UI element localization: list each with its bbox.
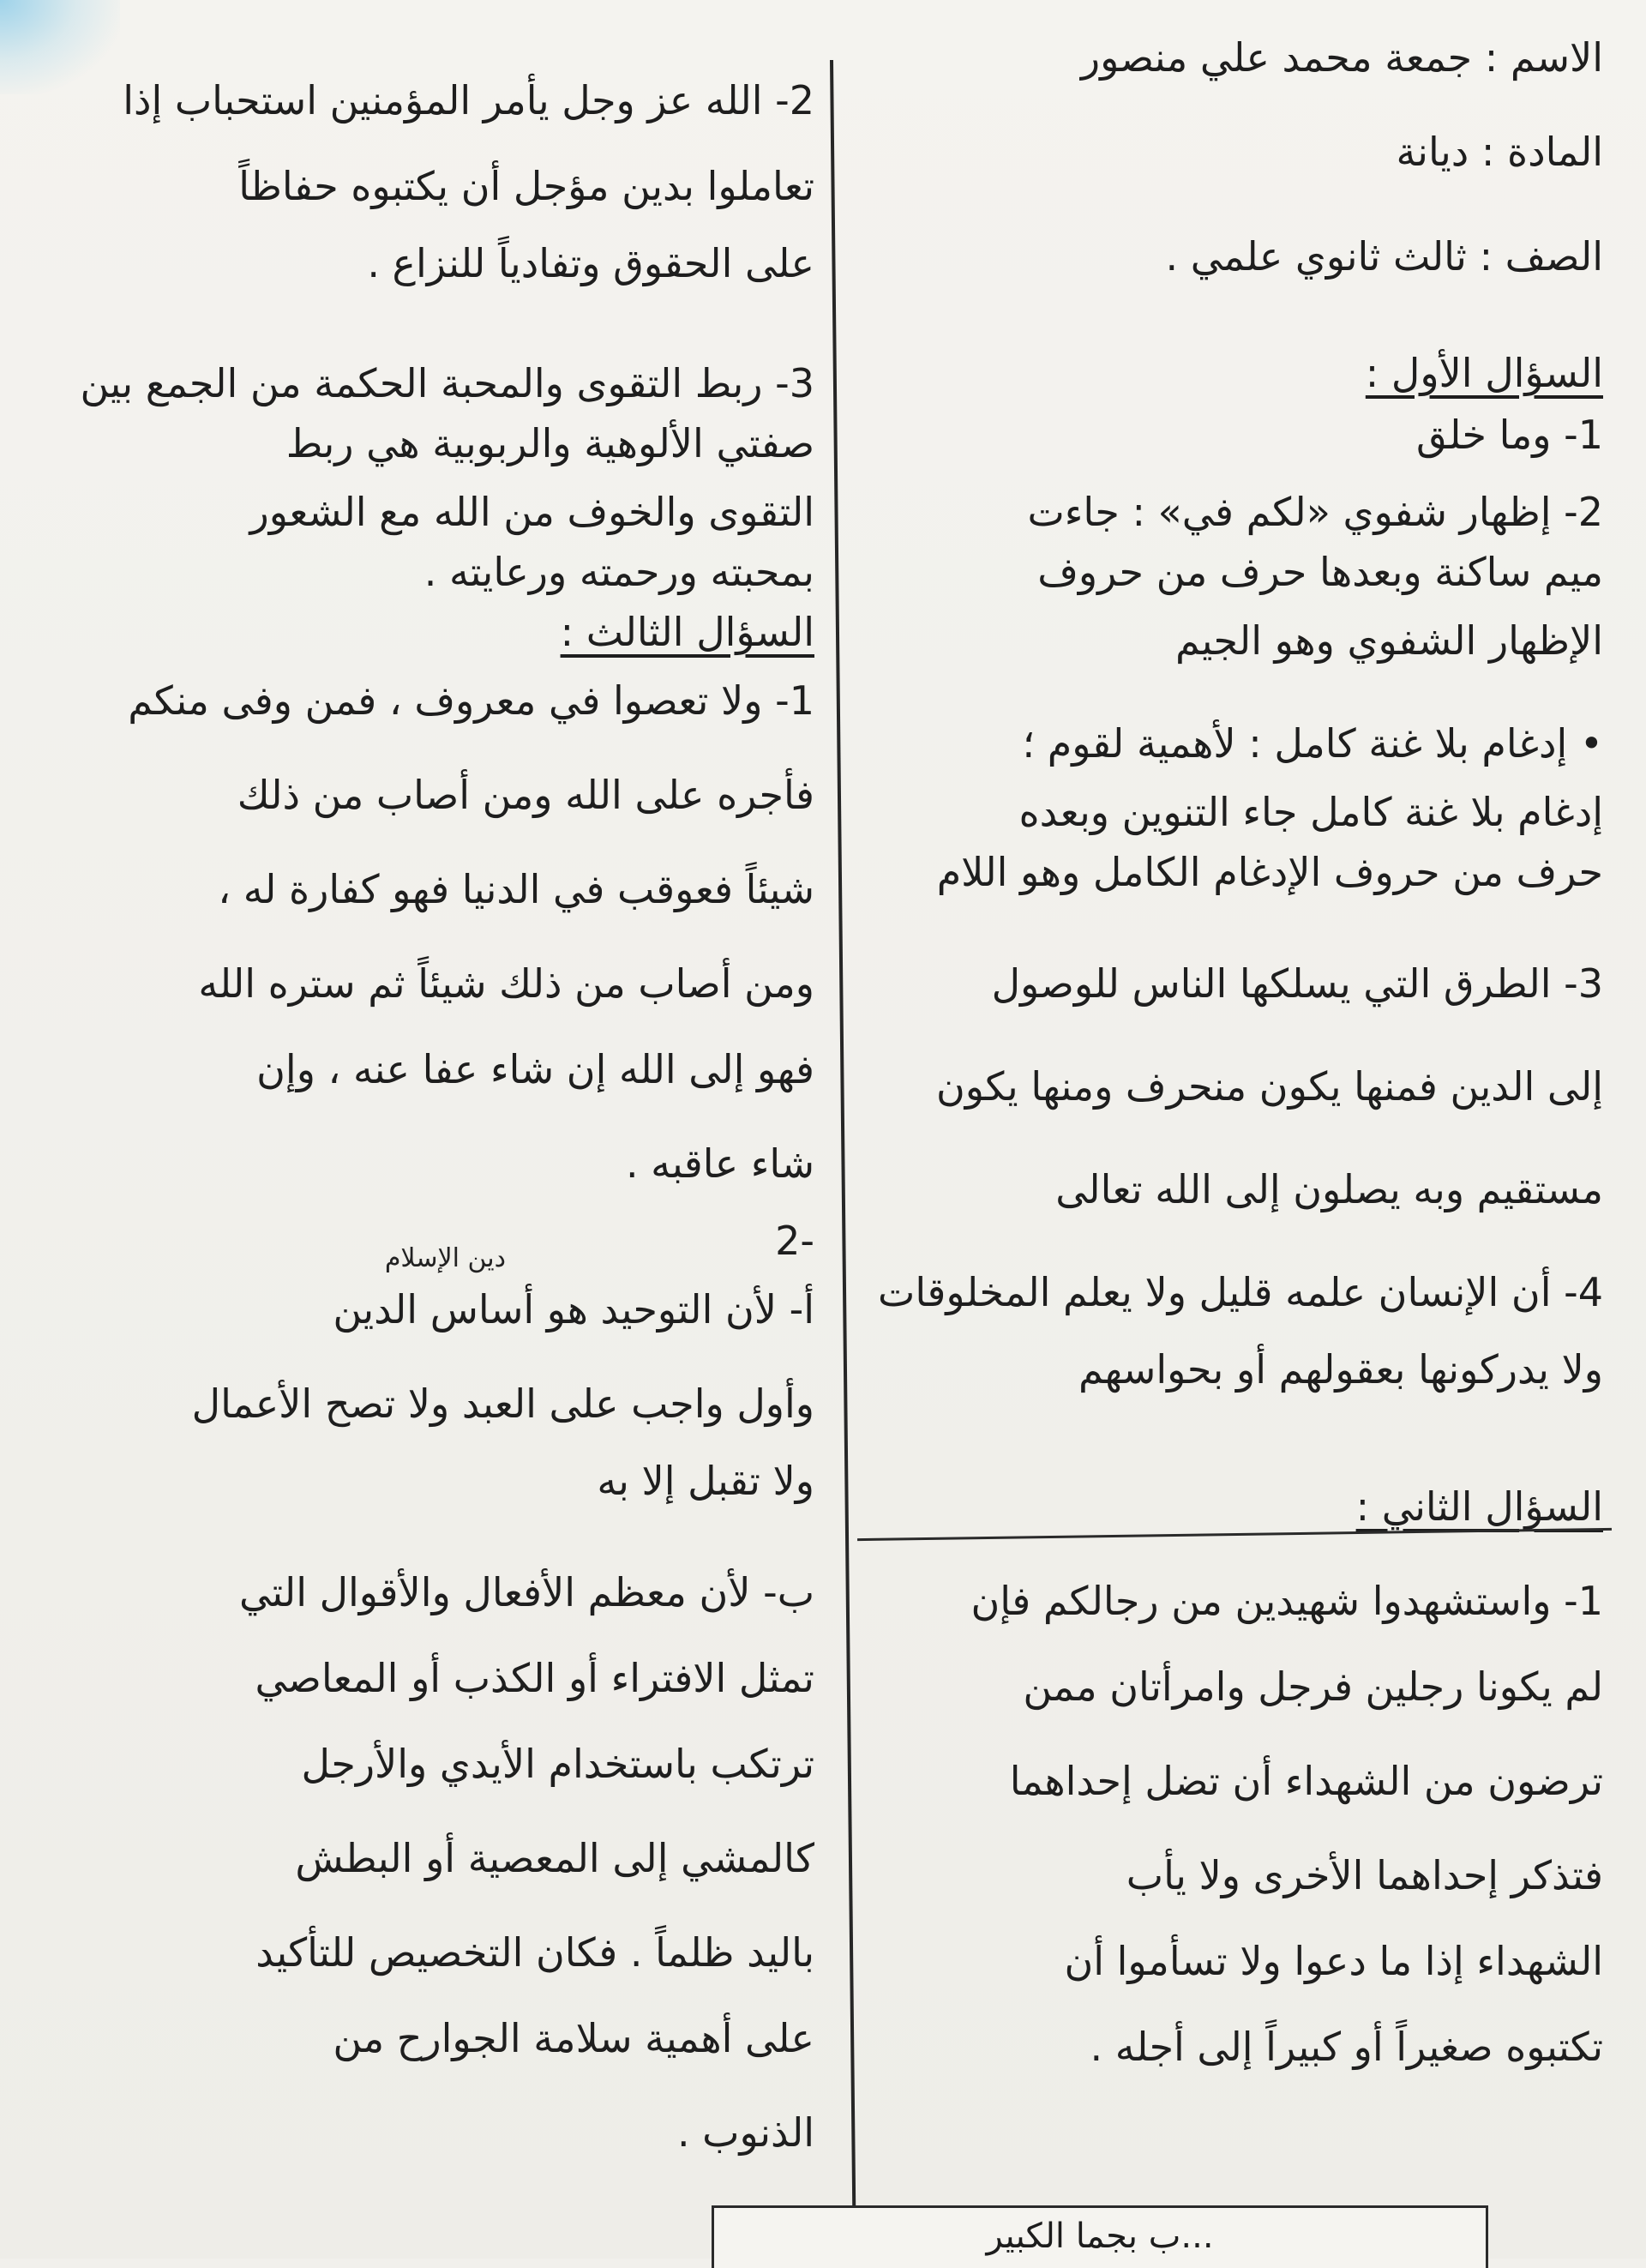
q3-2-margin-note: دين الإسلام xyxy=(384,1243,506,1273)
q2-line: تكتبوه صغيراً أو كبيراً إلى أجله . xyxy=(1090,2024,1603,2070)
q3-line: ومن أصاب من ذلك شيئاً ثم ستره الله xyxy=(198,960,814,1007)
q2-cont-line: تعاملوا بدين مؤجل أن يكتبوه حفاظاً xyxy=(238,163,814,209)
q2-cont-line: التقوى والخوف من الله مع الشعور xyxy=(249,489,814,535)
q2-line: ترضون من الشهداء أن تضل إحداهما xyxy=(1009,1758,1603,1804)
q2-cont-line: صفتي الألوهية والربوبية هي ربط xyxy=(285,420,814,466)
q3-line: فهو إلى الله إن شاء عفا عنه ، وإن xyxy=(256,1046,814,1092)
q3-line: 1- ولا تعصوا في معروف ، فمن وفى منكم xyxy=(128,677,814,724)
q1-line: إلى الدين فمنها يكون منحرف ومنها يكون xyxy=(935,1063,1603,1110)
q1-line: 3- الطرق التي يسلكها الناس للوصول xyxy=(991,960,1603,1007)
q1-line: إدغام بلا غنة كامل جاء التنوين وبعده xyxy=(1018,789,1603,835)
q2-cont-line: 2- الله عز وجل يأمر المؤمنين استحباب إذا xyxy=(123,77,814,123)
q3-2b-line: باليد ظلماً . فكان التخصيص للتأكيد xyxy=(255,1929,814,1976)
question-1-title: السؤال الأول : xyxy=(1365,350,1603,396)
q1-line: 2- إظهار شفوي «لكم في» : جاءت xyxy=(1027,489,1603,535)
q3-line: شاء عاقبه . xyxy=(625,1140,814,1187)
question-3-title: السؤال الثالث : xyxy=(560,609,814,655)
q3-2-number: -2 xyxy=(775,1218,814,1264)
footer-note: ...ب بجما الكبير xyxy=(986,2217,1214,2256)
subject-line: المادة : ديانة xyxy=(1396,129,1603,175)
q3-2b-line: تمثل الافتراء أو الكذب أو المعاصي xyxy=(255,1655,814,1701)
footer-box xyxy=(712,2205,1488,2268)
q2-line: لم يكونا رجلين فرجل وامرأتان ممن xyxy=(1023,1663,1603,1710)
grade-line: الصف : ثالث ثانوي علمي . xyxy=(1165,233,1603,280)
q2-line: الشهداء إذا ما دعوا ولا تسأموا أن xyxy=(1064,1938,1603,1984)
q3-2b-line: الذنوب . xyxy=(676,2109,814,2156)
q3-2b-line: ب- لأن معظم الأفعال والأقوال التي xyxy=(238,1569,814,1615)
q1-line: 4- أن الإنسان علمه قليل ولا يعلم المخلوقات xyxy=(878,1269,1603,1315)
question-2-title: السؤال الثاني : xyxy=(1355,1483,1603,1530)
corner-color-tint xyxy=(0,0,120,94)
q1-line: الإظهار الشفوي وهو الجيم xyxy=(1174,617,1603,664)
q1-line: مستقيم وبه يصلون إلى الله تعالى xyxy=(1055,1166,1603,1212)
student-name: الاسم : جمعة محمد علي منصور xyxy=(1080,34,1603,81)
q2-cont-line: 3- ربط التقوى والمحبة الحكمة من الجمع بين xyxy=(80,360,814,406)
q1-line: ميم ساكنة وبعدها حرف من حروف xyxy=(1037,549,1603,595)
column-divider-line xyxy=(830,60,856,2212)
q3-2b-line: كالمشي إلى المعصية أو البطش xyxy=(295,1835,814,1881)
q3-2a-line: ولا تقبل إلا به xyxy=(597,1458,814,1504)
q3-line: فأجره على الله ومن أصاب من ذلك xyxy=(237,772,814,818)
q3-2a-line: أ- لأن التوحيد هو أساس الدين xyxy=(333,1286,814,1333)
q3-2b-line: ترتكب باستخدام الأيدي والأرجل xyxy=(301,1741,814,1787)
q2-cont-line: على الحقوق وتفادياً للنزاع . xyxy=(367,240,814,286)
q2-cont-line: بمحبته ورحمته ورعايته . xyxy=(424,549,814,595)
q2-line: فتذكر إحداهما الأخرى ولا يأب xyxy=(1126,1852,1603,1898)
q3-2a-line: وأول واجب على العبد ولا تصح الأعمال xyxy=(191,1381,814,1427)
section-rule xyxy=(857,1528,1612,1541)
q1-line: حرف من حروف الإدغام الكامل وهو اللام xyxy=(936,849,1603,895)
q1-line: 1- وما خلق xyxy=(1415,412,1603,458)
q1-line: ولا يدركونها بعقولهم أو بحواسهم xyxy=(1078,1346,1603,1393)
q1-line: • إدغام بلا غنة كامل : لأهمية لقوم ؛ xyxy=(1022,720,1603,767)
q2-line: 1- واستشهدوا شهيدين من رجالكم فإن xyxy=(970,1578,1603,1624)
q3-line: شيئاً فعوقب في الدنيا فهو كفارة له ، xyxy=(218,866,814,912)
q3-2b-line: على أهمية سلامة الجوارح من xyxy=(333,2015,814,2061)
